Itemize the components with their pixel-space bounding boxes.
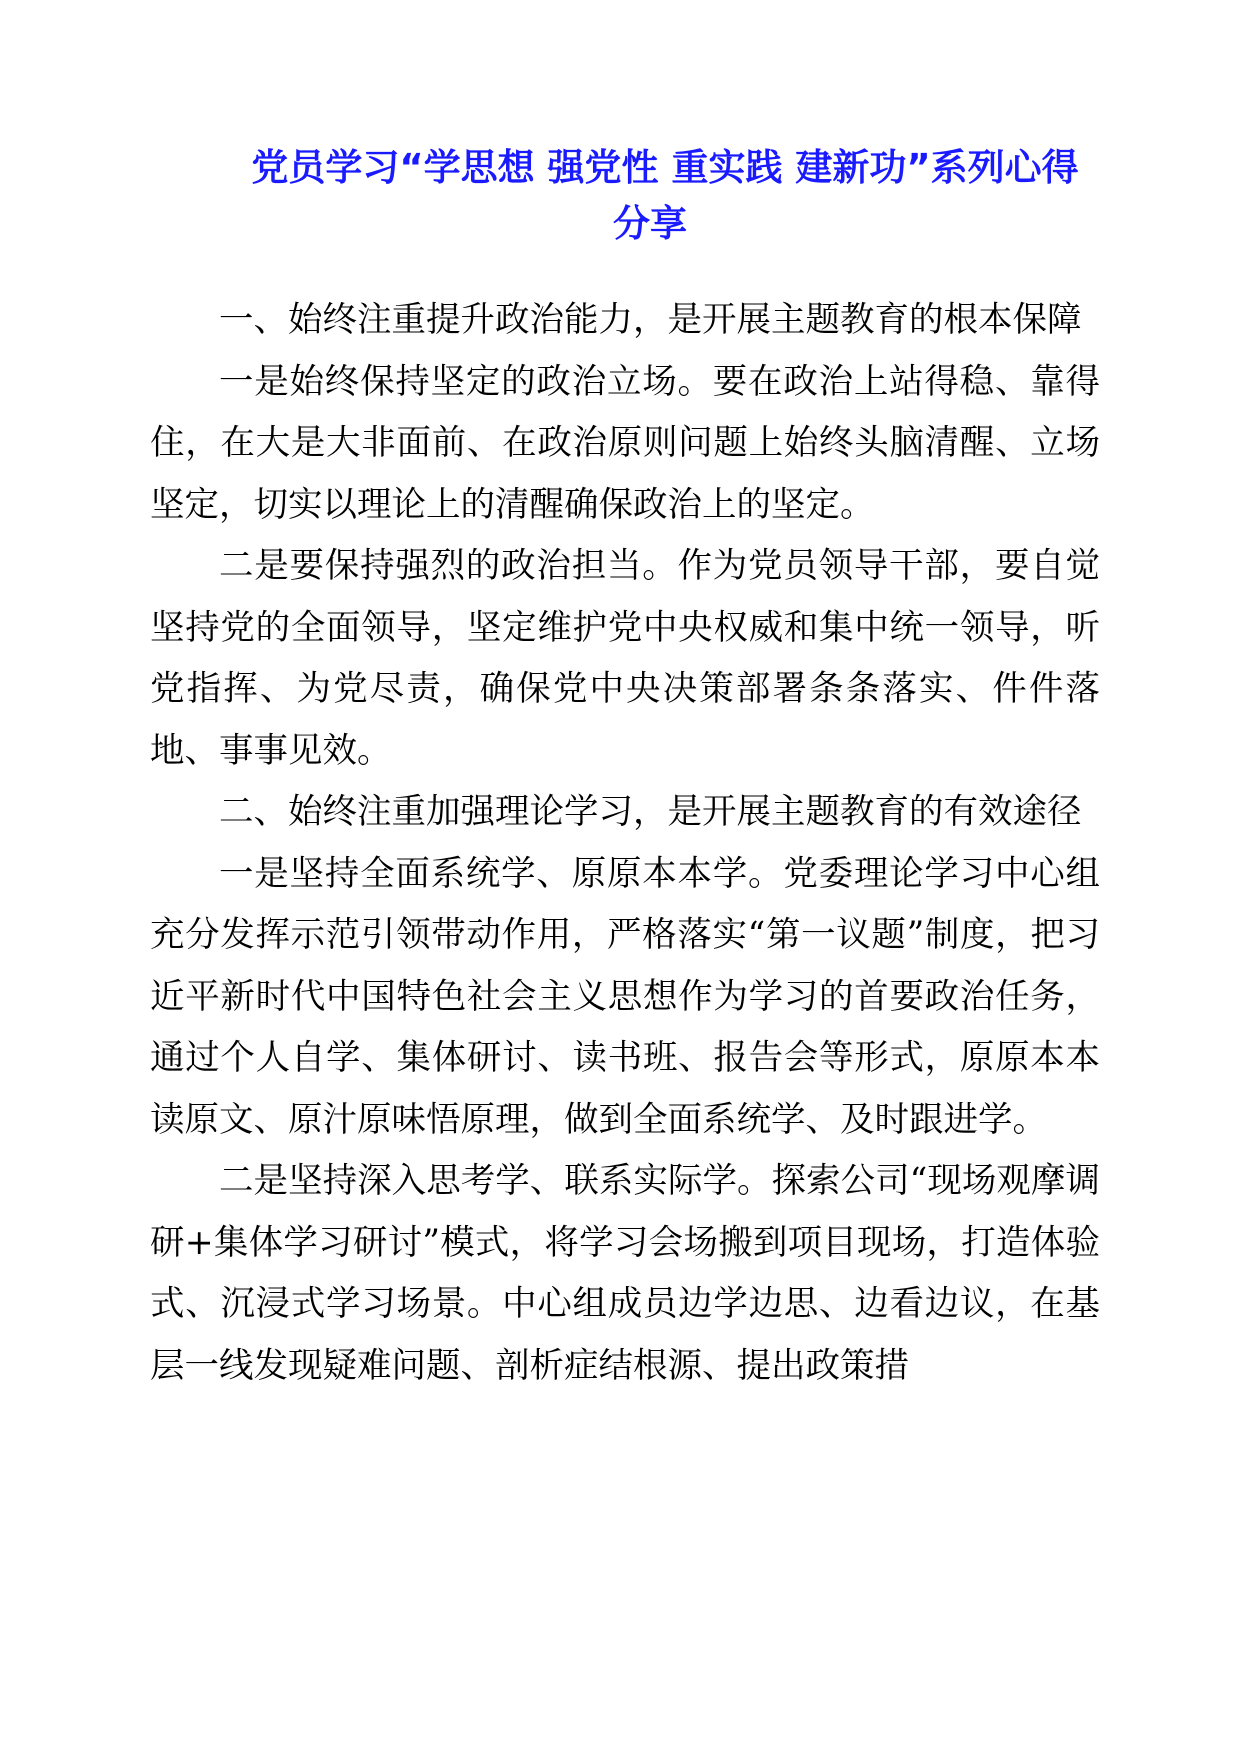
- section-heading-2: 二、始终注重加强理论学习，是开展主题教育的有效途径: [219, 792, 1082, 832]
- paragraph-political-stance: 一是始终保持坚定的政治立场。要在政治上站得稳、靠得住，在大是大非面前、在政治原则问题上始终头脑清醒、立场坚定，切实以理论上的清醒确保政治上的坚定。: [150, 361, 1100, 525]
- paragraph-systematic-study: 一是坚持全面系统学、原原本本学。党委理论学习中心组充分发挥示范引领带动作用，严格落实“第一议题”制度，把习近平新时代中国特色社会主义思想作为学习的首要政治任务，通过个人自学、集体研讨、读书班、报告会等形式，原原本本读原文、原汁原味悟原理，做到全面系统学、及时跟进学。: [150, 853, 1100, 1140]
- title-line-1: 党员学习“学思想 强党性 重实践 建新功”系列心得: [251, 146, 1079, 189]
- paragraph-political-responsibility: 二是要保持强烈的政治担当。作为党员领导干部，要自觉坚持党的全面领导，坚定维护党中央权威和集中统一领导，听党指挥、为党尽责，确保党中央决策部署条条落实、件件落地、事事见效。: [150, 546, 1100, 771]
- paragraph-practical-study: 二是坚持深入思考学、联系实际学。探索公司“现场观摩调研+集体学习研讨”模式，将学习会场搬到项目现场，打造体验式、沉浸式学习场景。中心组成员边学边思、边看边议，在基层一线发现疑难问题、剖析症结根源、提出政策措: [150, 1161, 1100, 1386]
- document-body: [150, 290, 1100, 1397]
- document-title: [150, 140, 1150, 252]
- section-heading-1: 一、始终注重提升政治能力，是开展主题教育的根本保障: [219, 300, 1082, 340]
- title-line-2: 分享: [613, 202, 687, 245]
